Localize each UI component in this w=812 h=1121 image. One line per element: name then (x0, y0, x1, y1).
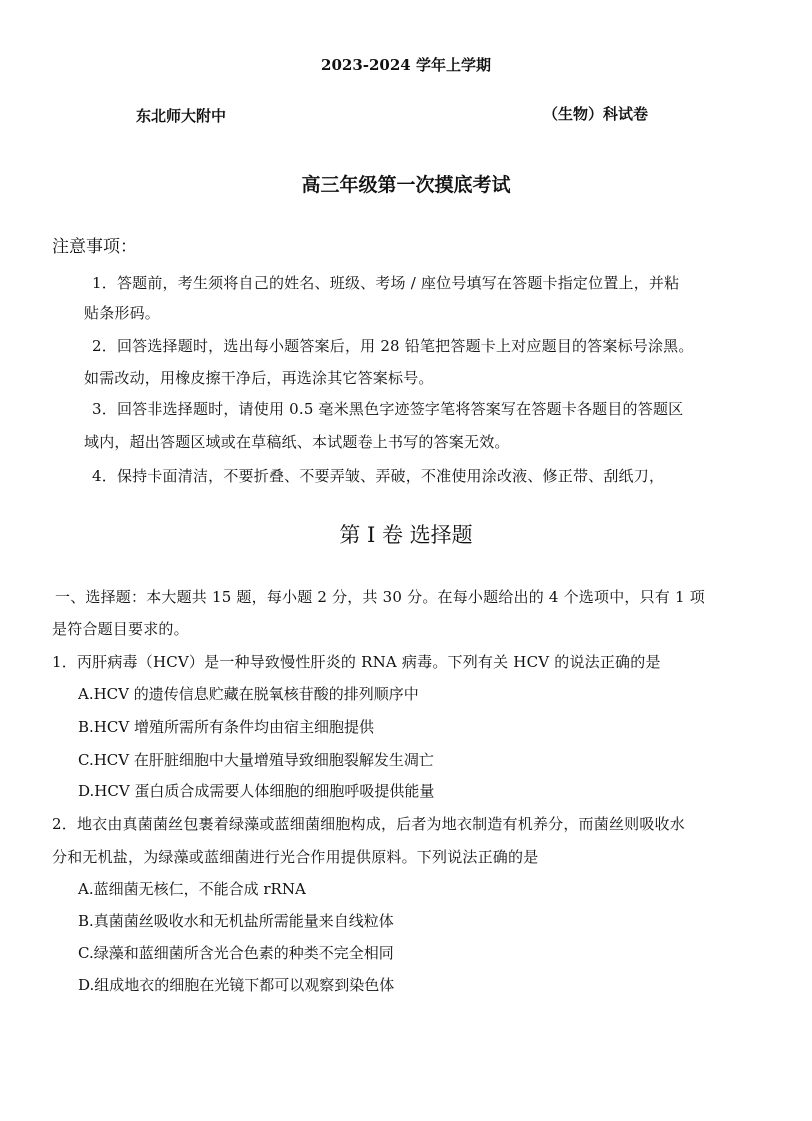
question-2-option-b: B.真菌菌丝吸收水和无机盐所需能量来自线粒体 (78, 912, 394, 930)
exam-title: 高三年级第一次摸底考试 (301, 174, 511, 196)
question-1-option-c: C.HCV 在肝脏细胞中大量增殖导致细胞裂解发生凋亡 (78, 751, 434, 769)
school-name: 东北师大附中 (136, 107, 227, 125)
question-2-stem-line-2: 分和无机盐，为绿藻或蓝细菌进行光合作用提供原料。下列说法正确的是 (52, 848, 539, 866)
question-1-option-a: A.HCV 的遗传信息贮藏在脱氧核苷酸的排列顺序中 (78, 685, 419, 703)
note-line-7: 4．保持卡面清洁，不要折叠、不要弄皱、弄破，不准使用涂改液、修正带、刮纸刀， (92, 467, 665, 485)
subject-title: （生物）科试卷 (543, 105, 649, 123)
question-1-option-d: D.HCV 蛋白质合成需要人体细胞的细胞呼吸提供能量 (78, 782, 435, 800)
instruction-line-1: 一、选择题：本大题共 15 题，每小题 2 分，共 30 分。在每小题给出的 4 个选项中，只有 1 项 (55, 588, 705, 606)
question-2-option-d: D.组成地衣的细胞在光镜下都可以观察到染色体 (78, 976, 395, 994)
notes-heading: 注意事项： (52, 237, 137, 257)
instruction-line-2: 是符合题目要求的。 (52, 620, 189, 638)
term-line: 2023-2024 学年上学期 (321, 56, 491, 74)
question-2-option-a: A.蓝细菌无核仁，不能合成 rRNA (78, 880, 306, 898)
note-line-2: 贴条形码。 (84, 304, 161, 322)
note-line-3: 2．回答选择题时，选出每小题答案后，用 28 铅笔把答题卡上对应题目的答案标号涂黑。 (92, 337, 694, 355)
question-2-stem-line-1: 2．地衣由真菌菌丝包裹着绿藻或蓝细菌细胞构成，后者为地衣制造有机养分，而菌丝则吸收水 (52, 815, 685, 833)
question-2-option-c: C.绿藻和蓝细菌所含光合色素的种类不完全相同 (78, 944, 394, 962)
note-line-4: 如需改动，用橡皮擦干净后，再选涂其它答案标号。 (84, 369, 434, 387)
section-title: 第 I 卷 选择题 (339, 523, 473, 547)
question-1-stem: 1．丙肝病毒（HCV）是一种导致慢性肝炎的 RNA 病毒。下列有关 HCV 的说法正确的是 (52, 653, 661, 671)
note-line-6: 域内，超出答题区域或在草稿纸、本试题卷上书写的答案无效。 (84, 433, 510, 451)
question-1-option-b: B.HCV 增殖所需所有条件均由宿主细胞提供 (78, 718, 374, 736)
note-line-1: 1．答题前，考生须将自己的姓名、班级、考场 / 座位号填写在答题卡指定位置上，并粘 (92, 274, 680, 292)
note-line-5: 3．回答非选择题时，请使用 0.5 毫米黑色字迹签字笔将答案写在答题卡各题目的答题区 (92, 400, 684, 418)
